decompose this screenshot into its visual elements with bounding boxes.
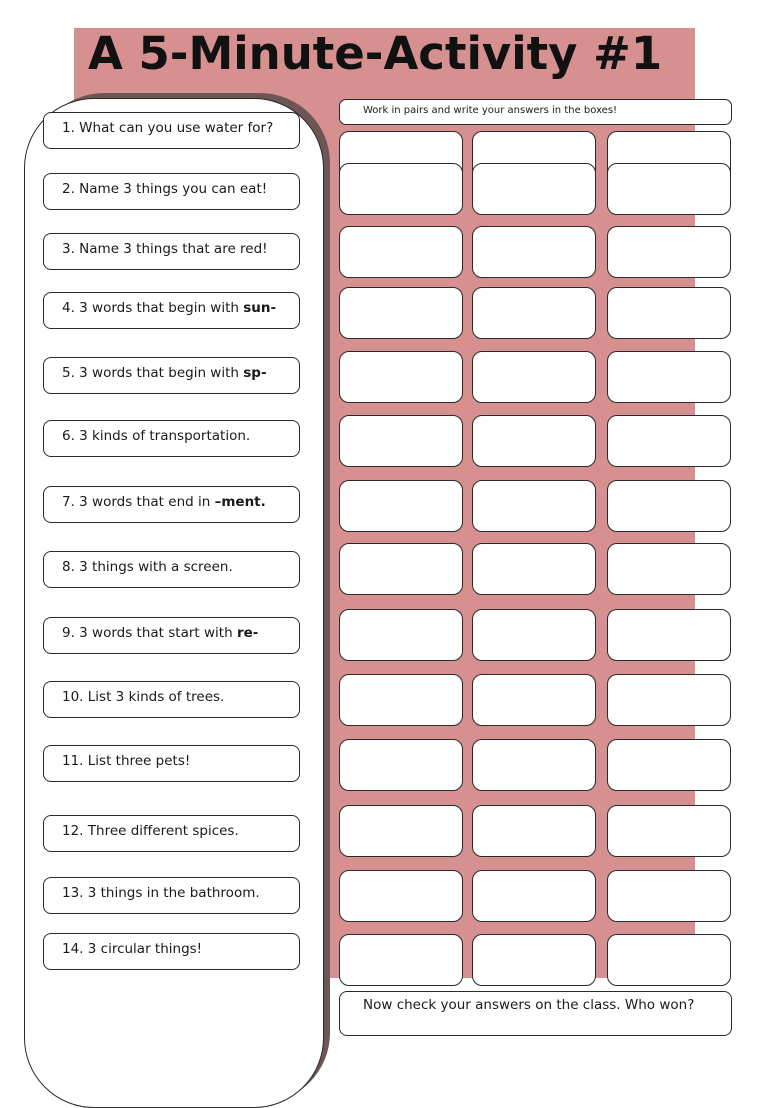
answer-box[interactable]	[339, 287, 463, 339]
answer-box[interactable]	[472, 543, 596, 595]
answer-box[interactable]	[607, 226, 731, 278]
answer-box[interactable]	[607, 609, 731, 661]
question-keyword: sp-	[243, 365, 267, 381]
question-keyword: sun-	[243, 300, 277, 316]
question-text: 11. List three pets!	[62, 753, 191, 769]
question-text: 7. 3 words that end in	[62, 494, 215, 510]
question-box	[43, 420, 300, 457]
answer-box[interactable]	[339, 226, 463, 278]
instructions-box: Work in pairs and write your answers in the boxes!	[339, 99, 732, 125]
question-box	[43, 933, 300, 970]
answer-box[interactable]	[472, 415, 596, 467]
answer-box[interactable]	[339, 415, 463, 467]
question-text: 6. 3 kinds of transportation.	[62, 428, 251, 444]
answer-box[interactable]	[607, 480, 731, 532]
question-text: 2. Name 3 things you can eat!	[62, 181, 268, 197]
answer-box[interactable]	[472, 805, 596, 857]
question-text: 13. 3 things in the bathroom.	[62, 885, 260, 901]
answer-box[interactable]	[339, 934, 463, 986]
question-text: 8. 3 things with a screen.	[62, 559, 233, 575]
answer-box[interactable]	[472, 163, 596, 215]
question-box	[43, 617, 300, 654]
answer-box[interactable]	[607, 543, 731, 595]
question-box	[43, 112, 300, 149]
answer-box[interactable]	[339, 543, 463, 595]
question-text: 14. 3 circular things!	[62, 941, 203, 957]
answer-box[interactable]	[339, 805, 463, 857]
answer-box[interactable]	[472, 609, 596, 661]
answer-box[interactable]	[607, 674, 731, 726]
answer-box[interactable]	[339, 739, 463, 791]
answer-box[interactable]	[607, 934, 731, 986]
answer-box[interactable]	[339, 163, 463, 215]
answer-box[interactable]	[472, 674, 596, 726]
answer-box[interactable]	[472, 351, 596, 403]
answer-box[interactable]	[472, 739, 596, 791]
answer-box[interactable]	[607, 805, 731, 857]
question-text: 9. 3 words that start with	[62, 625, 237, 641]
answer-box[interactable]	[607, 351, 731, 403]
question-box	[43, 486, 300, 523]
answer-box[interactable]	[472, 287, 596, 339]
answer-box[interactable]	[339, 609, 463, 661]
question-box	[43, 815, 300, 852]
answer-box[interactable]	[607, 163, 731, 215]
question-box	[43, 877, 300, 914]
question-box	[43, 745, 300, 782]
answer-box[interactable]	[339, 870, 463, 922]
question-box	[43, 233, 300, 270]
answer-box[interactable]	[339, 480, 463, 532]
answer-box[interactable]	[472, 226, 596, 278]
answer-box[interactable]	[339, 674, 463, 726]
question-box	[43, 681, 300, 718]
question-text: 5. 3 words that begin with	[62, 365, 244, 381]
answer-box[interactable]	[607, 870, 731, 922]
question-text: 4. 3 words that begin with	[62, 300, 244, 316]
answer-box[interactable]	[339, 351, 463, 403]
footer-box: Now check your answers on the class. Who won?	[339, 991, 732, 1036]
question-box	[43, 292, 300, 329]
question-text: 12. Three different spices.	[62, 823, 239, 839]
question-box	[43, 173, 300, 210]
question-keyword: –ment.	[214, 494, 266, 510]
answer-box[interactable]	[607, 739, 731, 791]
question-box	[43, 357, 300, 394]
question-keyword: re-	[236, 625, 259, 641]
question-box	[43, 551, 300, 588]
question-text: 3. Name 3 things that are red!	[62, 241, 268, 257]
page-title: A 5-Minute-Activity #1	[88, 27, 663, 80]
question-text: 10. List 3 kinds of trees.	[62, 689, 225, 705]
answer-box[interactable]	[607, 287, 731, 339]
answer-box[interactable]	[607, 415, 731, 467]
answer-box[interactable]	[472, 480, 596, 532]
question-text: 1. What can you use water for?	[62, 120, 274, 136]
answer-box[interactable]	[472, 934, 596, 986]
answer-box[interactable]	[472, 870, 596, 922]
